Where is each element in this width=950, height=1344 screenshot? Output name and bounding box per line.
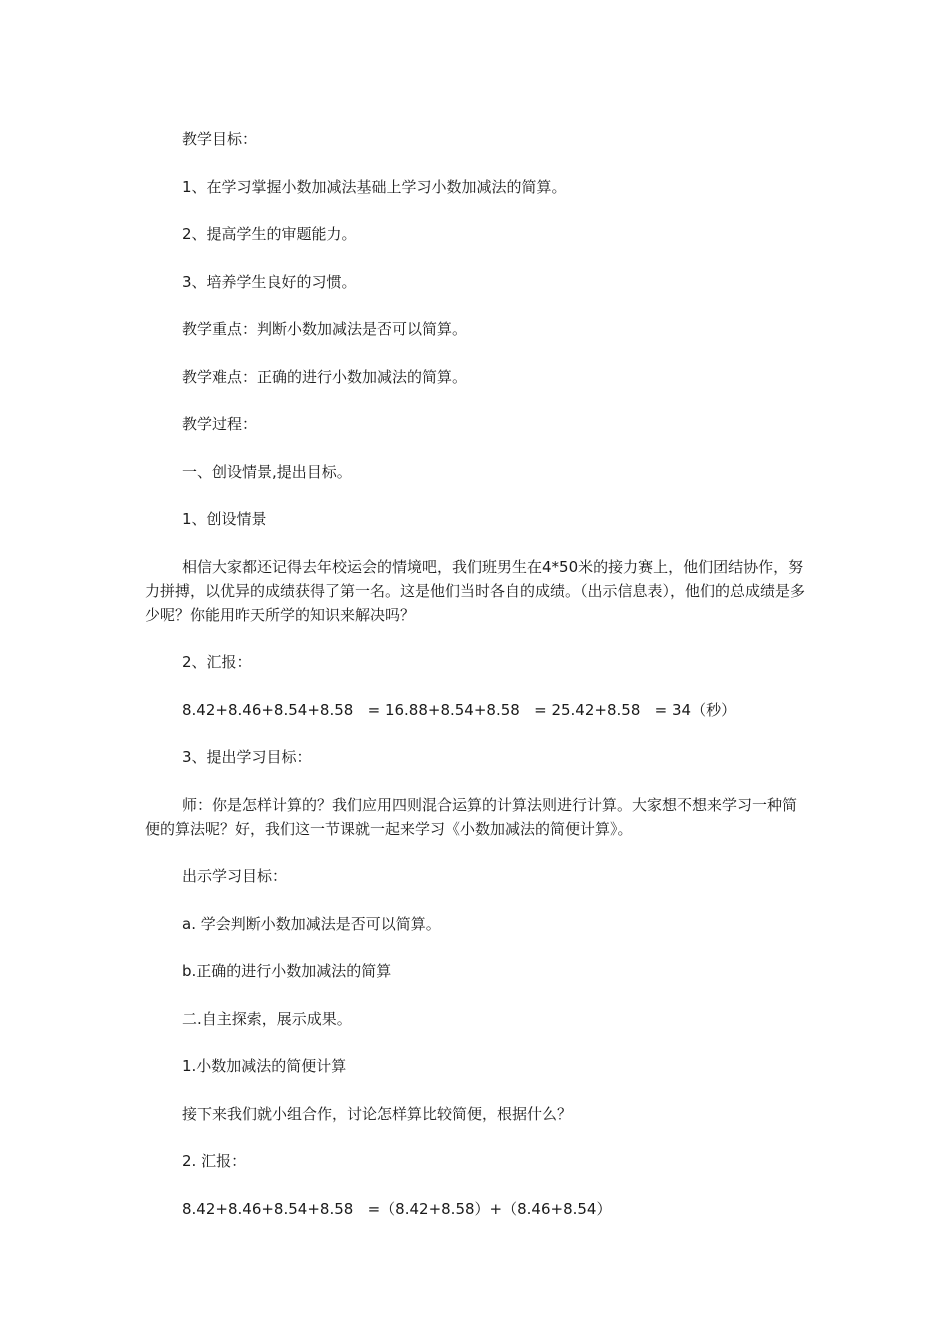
paragraph-goal-b: b.正确的进行小数加减法的简算: [182, 962, 392, 980]
paragraph-simplified-calc: 1.小数加减法的简便计算: [182, 1057, 347, 1075]
paragraph-section-1: 一、创设情景,提出目标。: [182, 462, 352, 481]
paragraph-equation-1: 8.42+8.46+8.54+8.58 = 16.88+8.54+8.58 = 25.42+8.58 = 34（秒）: [182, 700, 737, 719]
paragraph-group-discussion: 接下来我们就小组合作，讨论怎样算比较简便，根据什么？: [182, 1104, 573, 1123]
paragraph-objective-3: 3、培养学生良好的习惯。: [182, 272, 357, 291]
paragraph-objectives-heading: 教学目标：: [182, 130, 258, 148]
paragraph-objective-1: 1、在学习掌握小数加减法基础上学习小数加减法的简算。: [182, 177, 567, 196]
paragraph-scene-story: 相信大家都还记得去年校运会的情境吧，我们班男生在4*50米的接力赛上，他们团结协作，努力拼搏，以优异的成绩获得了第一名。这是他们当时各自的成绩。（出示信息表），他们的总成绩是多少呢？你能用昨天所学的知识来解决吗？: [145, 557, 806, 624]
paragraph-report-2: 2. 汇报：: [182, 1152, 247, 1170]
paragraph-create-scene: 1、创设情景: [182, 510, 267, 528]
paragraph-show-goals: 出示学习目标：: [182, 867, 288, 885]
paragraph-process-heading: 教学过程：: [182, 415, 258, 433]
paragraph-objective-2: 2、提高学生的审题能力。: [182, 225, 357, 243]
document-body: [145, 127, 805, 1244]
paragraph-report-1: 2、汇报：: [182, 653, 252, 671]
paragraph-difficulty: 教学难点：正确的进行小数加减法的简算。: [182, 367, 468, 386]
paragraph-teacher-talk: 师：你是怎样计算的？我们应用四则混合运算的计算法则进行计算。大家想不想来学习一种简便的算法呢？好，我们这一节课就一起来学习《小数加减法的简便计算》。: [145, 795, 798, 838]
paragraph-key-point: 教学重点：判断小数加减法是否可以简算。: [182, 320, 468, 338]
paragraph-section-2: 二.自主探索，展示成果。: [182, 1009, 352, 1028]
paragraph-raise-goals: 3、提出学习目标：: [182, 748, 312, 766]
paragraph-equation-2: 8.42+8.46+8.54+8.58 =（8.42+8.58）+（8.46+8.54）: [182, 1199, 612, 1218]
paragraph-goal-a: a. 学会判断小数加减法是否可以简算。: [182, 914, 441, 933]
